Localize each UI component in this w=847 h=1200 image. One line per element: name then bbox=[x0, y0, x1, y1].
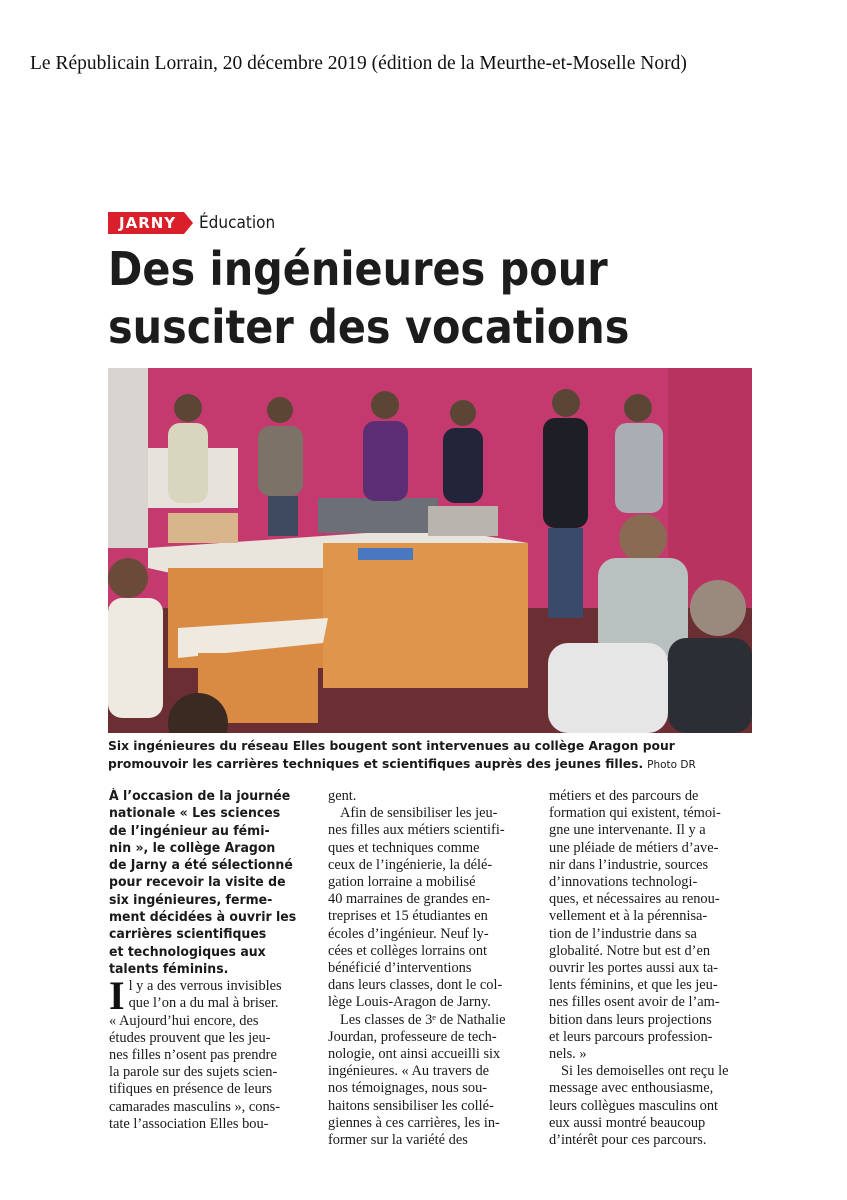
body-line: bénéficié d’interventions bbox=[328, 960, 472, 977]
body-line: cées et collèges lorrains ont bbox=[328, 942, 488, 959]
caption-line: promouvoir les carrières techniques et scientifiques auprès des jeunes filles. bbox=[108, 756, 644, 771]
body-line: ques, et nécessaires au renou- bbox=[549, 891, 720, 908]
body-line: Afin de sensibiliser les jeu- bbox=[340, 805, 498, 822]
body-line: nes filles n’osent pas prendre bbox=[109, 1047, 277, 1064]
body-line: former sur la variété des bbox=[328, 1132, 468, 1149]
article-lead bbox=[109, 788, 317, 978]
body-line: haitons sensibiliser les collé- bbox=[328, 1097, 494, 1114]
body-line: ouvrir les portes aussi aux ta- bbox=[549, 960, 719, 977]
body-line: gne une intervenante. Il y a bbox=[549, 822, 706, 839]
article-column-3 bbox=[549, 788, 754, 1149]
body-line: études prouvent que les jeu- bbox=[109, 1029, 271, 1046]
body-line: nes filles aux métiers scientifi- bbox=[328, 822, 505, 839]
lead-line: À l’occasion de la journée bbox=[109, 788, 291, 804]
body-line: lège Louis-Aragon de Jarny. bbox=[328, 994, 491, 1011]
article-paragraph bbox=[109, 973, 315, 1133]
lead-line: ment décidées à ouvrir les bbox=[109, 909, 297, 926]
article-column-2 bbox=[328, 788, 534, 1149]
body-line: message avec enthousiasme, bbox=[549, 1080, 714, 1097]
article-paragraph bbox=[549, 1063, 754, 1149]
body-line: giennes à ces carrières, les in- bbox=[328, 1114, 500, 1131]
body-line: ingénieures. « Au travers de bbox=[328, 1063, 490, 1080]
article-paragraph bbox=[328, 1012, 534, 1150]
body-line: une pléiade de métiers d’ave- bbox=[549, 839, 719, 856]
drop-cap: I bbox=[109, 973, 125, 1019]
body-line: écoles d’ingénieur. Neuf ly- bbox=[328, 925, 489, 942]
article-paragraph bbox=[328, 788, 534, 805]
body-line: l y a des verrous invisibles bbox=[128, 978, 282, 995]
body-line: globalité. Notre but est d’en bbox=[549, 942, 711, 959]
body-line: 40 marraines de grandes en- bbox=[328, 891, 491, 908]
body-line: nologie, ont ainsi accueilli six bbox=[328, 1046, 501, 1063]
rubric-label: Éducation bbox=[199, 213, 276, 233]
body-line: vellement et à la pérennisa- bbox=[549, 908, 708, 925]
body-line: tifiques en présence de leurs bbox=[109, 1081, 273, 1098]
lead-line: pour recevoir la visite de bbox=[109, 874, 286, 891]
lead-line: de Jarny a été sélectionné bbox=[109, 857, 293, 874]
body-line: nels. » bbox=[549, 1046, 587, 1063]
photo-caption bbox=[108, 738, 808, 774]
headline bbox=[108, 240, 629, 356]
kicker bbox=[108, 211, 284, 235]
source-line: Le Républicain Lorrain, 20 décembre 2019 (édition de la Meurthe-et-Moselle Nord) bbox=[30, 53, 687, 74]
body-line: la parole sur des sujets scien- bbox=[109, 1064, 278, 1081]
classroom-photo-illustration bbox=[108, 368, 752, 733]
body-line: nes filles osent avoir de l’am- bbox=[549, 994, 720, 1011]
body-line: dans leurs classes, dont le col- bbox=[328, 977, 503, 994]
body-line: treprises et 15 étudiantes en bbox=[328, 908, 488, 925]
body-line: bition dans leurs projections bbox=[549, 1011, 712, 1028]
lead-line: carrières scientifiques bbox=[109, 926, 267, 943]
location-tag: JARNY bbox=[108, 212, 184, 234]
body-line: d’intérêt pour ces parcours. bbox=[549, 1132, 707, 1149]
body-line: « Aujourd’hui encore, des bbox=[109, 1012, 259, 1029]
lead-line: de l’ingénieur au fémi- bbox=[109, 822, 270, 839]
body-line: métiers et des parcours de bbox=[549, 788, 699, 804]
article-paragraph bbox=[549, 788, 754, 1063]
body-line: Jourdan, professeure de tech- bbox=[328, 1028, 497, 1045]
lead-line: et technologiques aux bbox=[109, 943, 266, 960]
body-line: camarades masculins », cons- bbox=[109, 1098, 281, 1115]
body-line: formation qui existent, témoi- bbox=[549, 805, 721, 822]
body-line: Les classes de 3ᵉ de Nathalie bbox=[340, 1011, 506, 1028]
lead-line: nin », le collège Aragon bbox=[109, 839, 276, 856]
photo-credit: Photo DR bbox=[647, 758, 696, 771]
caption-line: Six ingénieures du réseau Elles bougent sont intervenues au collège Aragon pour bbox=[108, 739, 675, 753]
body-line: d’innovations technologi- bbox=[549, 874, 698, 891]
body-line: eux aussi montré beaucoup bbox=[549, 1114, 706, 1131]
lead-line: talents féminins. bbox=[109, 960, 229, 977]
body-line: leurs collègues masculins ont bbox=[549, 1097, 719, 1114]
body-line: tion de l’industrie dans sa bbox=[549, 925, 697, 942]
body-line: que l’on a du mal à briser. bbox=[128, 995, 279, 1012]
article-column-1 bbox=[109, 788, 315, 1133]
body-line: Si les demoiselles ont reçu le bbox=[561, 1063, 729, 1080]
lead-line: nationale « Les sciences bbox=[109, 805, 281, 822]
body-line: tate l’association Elles bou- bbox=[109, 1115, 269, 1132]
body-line: et leurs parcours profession- bbox=[549, 1028, 713, 1045]
body-line: lents féminins, et que les jeu- bbox=[549, 977, 718, 994]
body-line: nos témoignages, nous sou- bbox=[328, 1080, 488, 1097]
body-line: ques et techniques comme bbox=[328, 839, 480, 856]
body-line: nir dans l’industrie, sources bbox=[549, 856, 709, 873]
headline-line: Des ingénieures pour bbox=[108, 242, 608, 296]
body-line: gent. bbox=[328, 788, 357, 804]
lead-line: six ingénieures, ferme- bbox=[109, 891, 273, 908]
article-photo bbox=[108, 368, 752, 733]
body-line: ceux de l’ingénierie, la délé- bbox=[328, 856, 493, 873]
headline-line: susciter des vocations bbox=[108, 300, 630, 354]
body-line: gation lorraine a mobilisé bbox=[328, 874, 476, 891]
article-paragraph bbox=[328, 805, 534, 1011]
